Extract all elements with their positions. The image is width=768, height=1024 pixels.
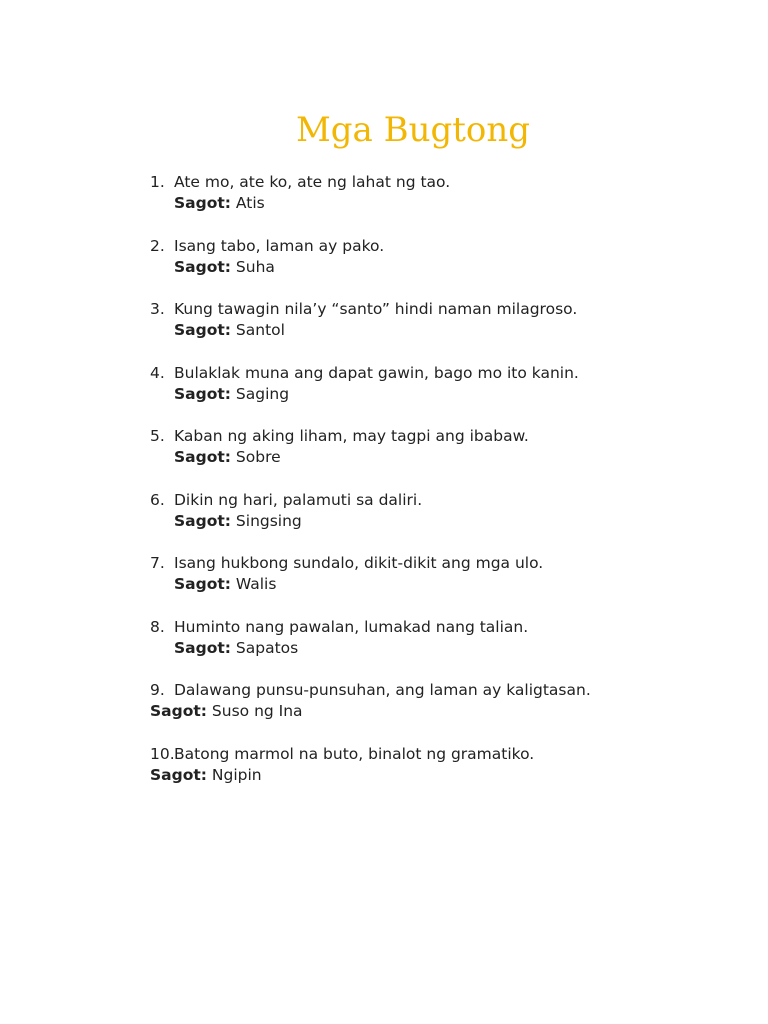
- answer-text: Singsing: [235, 511, 302, 530]
- riddle-item-8: [150, 617, 710, 681]
- riddle-answer: [150, 257, 710, 278]
- answer-label: Sagot:: [174, 511, 231, 530]
- riddle-item-7: [150, 553, 710, 617]
- riddle-question: [150, 172, 710, 193]
- riddle-question: [150, 553, 710, 574]
- riddle-number: 7.: [150, 554, 165, 572]
- riddle-item-10: [150, 744, 710, 808]
- riddle-question-text: Batong marmol na buto, binalot ng gramatiko.: [174, 744, 535, 763]
- answer-text: Suha: [235, 257, 275, 276]
- answer-text: Suso ng Ina: [211, 702, 303, 720]
- answer-text: Sapatos: [235, 638, 299, 657]
- riddle-number: 3.: [150, 300, 165, 318]
- riddle-number: 6.: [150, 490, 165, 509]
- riddle-answer: [150, 638, 710, 659]
- riddle-question-text: Ate mo, ate ko, ate ng lahat ng tao.: [174, 173, 451, 191]
- riddle-question: [150, 299, 710, 320]
- riddle-question: [150, 617, 710, 638]
- riddle-answer: [150, 511, 710, 532]
- riddle-item-3: [150, 299, 710, 363]
- riddle-item-4: [150, 363, 710, 427]
- riddle-number: 10.: [150, 744, 175, 763]
- riddle-item-2: [150, 236, 710, 300]
- riddle-question: [150, 680, 710, 701]
- answer-label: Sagot:: [150, 765, 207, 784]
- answer-label: Sagot:: [174, 194, 231, 212]
- answer-label: Sagot:: [174, 448, 231, 466]
- answer-label: Sagot:: [174, 257, 231, 276]
- riddle-question: [150, 363, 710, 384]
- riddle-question: [150, 744, 710, 765]
- riddle-question-text: Isang hukbong sundalo, dikit-dikit ang mga ulo.: [174, 554, 544, 572]
- riddle-answer: [150, 701, 710, 722]
- riddle-number: 2.: [150, 236, 165, 255]
- riddle-question: [150, 490, 710, 511]
- riddle-number: 9.: [150, 681, 165, 699]
- riddle-item-5: [150, 426, 710, 490]
- riddle-question-text: Isang tabo, laman ay pako.: [174, 236, 385, 255]
- answer-text: Atis: [235, 194, 265, 212]
- riddle-number: 1.: [150, 173, 165, 191]
- riddle-question-text: Kung tawagin nila’y “santo” hindi naman milagroso.: [174, 300, 578, 318]
- riddle-number: 8.: [150, 617, 165, 636]
- answer-label: Sagot:: [150, 702, 207, 720]
- answer-label: Sagot:: [174, 321, 231, 339]
- riddle-answer: [150, 447, 710, 468]
- riddle-answer: [150, 574, 710, 595]
- page-title: Mga Bugtong: [295, 110, 531, 150]
- answer-text: Walis: [235, 575, 277, 593]
- riddle-question-text: Bulaklak muna ang dapat gawin, bago mo ito kanin.: [174, 363, 579, 382]
- answer-label: Sagot:: [174, 575, 231, 593]
- riddle-list: [150, 172, 710, 807]
- riddle-answer: [150, 193, 710, 214]
- riddle-number: 5.: [150, 427, 165, 445]
- riddle-item-9: [150, 680, 710, 744]
- answer-text: Sobre: [235, 448, 281, 466]
- answer-text: Santol: [235, 321, 285, 339]
- riddle-question-text: Kaban ng aking liham, may tagpi ang ibabaw.: [174, 427, 529, 445]
- answer-text: Saging: [235, 384, 290, 403]
- riddle-item-1: [150, 172, 710, 236]
- riddle-answer: [150, 320, 710, 341]
- riddle-answer: [150, 384, 710, 405]
- answer-label: Sagot:: [174, 384, 231, 403]
- riddle-question-text: Dikin ng hari, palamuti sa daliri.: [174, 490, 423, 509]
- answer-label: Sagot:: [174, 638, 231, 657]
- riddle-question-text: Dalawang punsu-punsuhan, ang laman ay kaligtasan.: [174, 681, 591, 699]
- riddle-question-text: Huminto nang pawalan, lumakad nang talian.: [174, 617, 529, 636]
- riddle-item-6: [150, 490, 710, 554]
- riddle-question: [150, 426, 710, 447]
- riddle-question: [150, 236, 710, 257]
- riddle-number: 4.: [150, 363, 165, 382]
- riddle-answer: [150, 765, 710, 786]
- answer-text: Ngipin: [211, 765, 262, 784]
